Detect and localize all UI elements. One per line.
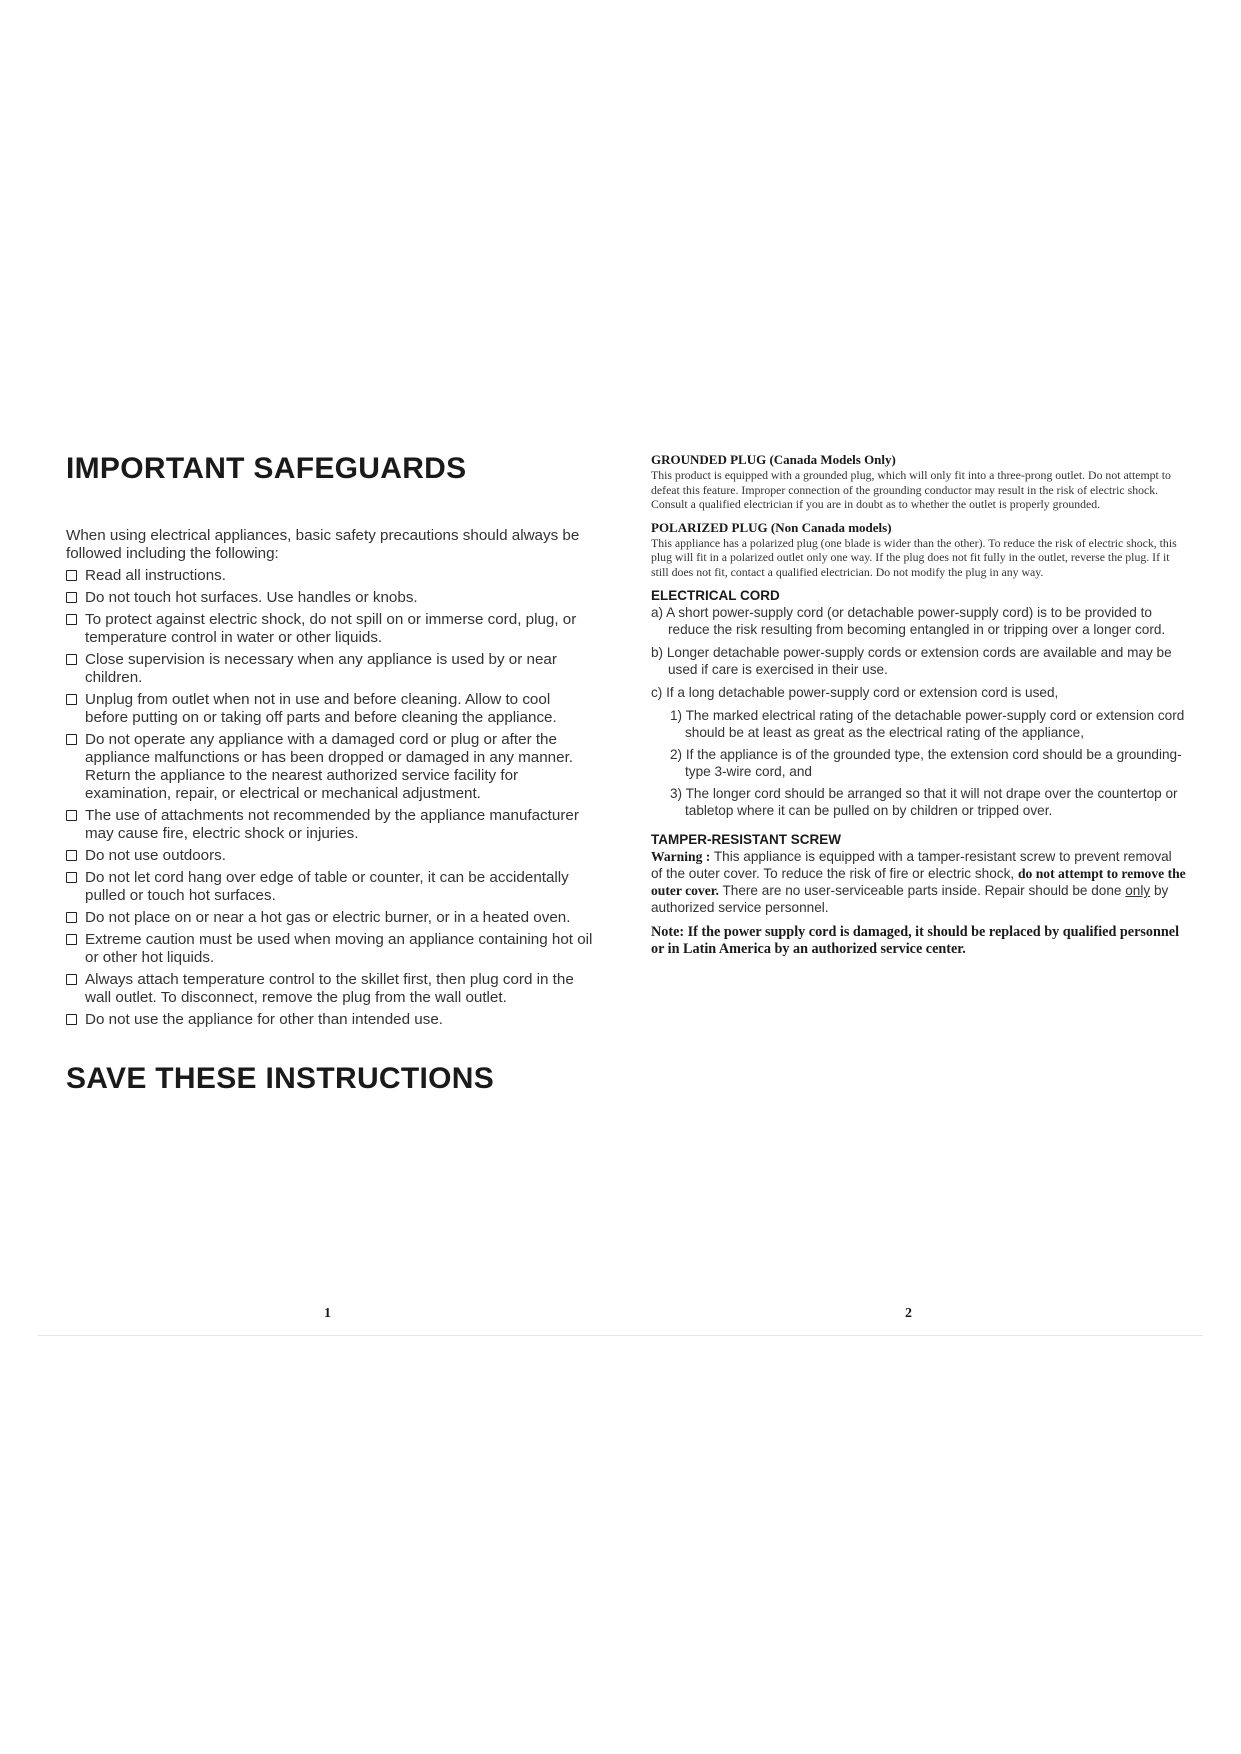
list-item [66, 869, 596, 905]
list-item [66, 807, 596, 843]
tamper-heading: TAMPER-RESISTANT SCREW [651, 832, 841, 847]
checkbox-icon [66, 872, 77, 883]
page-divider [38, 1335, 1203, 1336]
checkbox-icon [66, 694, 77, 705]
right-page [651, 452, 1186, 958]
list-item-text: Do not touch hot surfaces. Use handles or knobs. [85, 588, 418, 606]
tamper-text-part: There are no user-serviceable parts inside. Repair should be done [718, 883, 1126, 898]
tamper-bold-text: do not attempt to remove the outer cover. [651, 866, 1186, 898]
checkbox-icon [66, 1014, 77, 1025]
tamper-text [651, 848, 1186, 916]
polarized-plug-text: This appliance has a polarized plug (one blade is wider than the other). To reduce the risk of electric shock, this plug will fit in a polarized outlet only one way. If the plug does not fit fully in the outlet, reverse the plug. If it still does not fit, contact a qualified electrician. Do not modify the plug in any way. [651, 535, 1177, 579]
grounded-plug-text: This product is equipped with a grounded plug, which will only fit into a three-prong outlet. Do not attempt to defeat this feature. Improper connection of the grounding conductor may result in the risk of electric shock. Consult a qualified electrician if you are in doubt as to whether the outlet is properly grounded. [651, 468, 1171, 511]
list-item-text: The use of attachments not recommended by the appliance manufacturer may cause fire, electric shock or injuries. [85, 806, 579, 842]
checkbox-icon [66, 614, 77, 625]
list-item-text: Extreme caution must be used when moving an appliance containing hot oil or other hot liquids. [85, 930, 593, 966]
tamper-section [651, 831, 1186, 916]
checkbox-icon [66, 850, 77, 861]
safeguards-list [66, 567, 596, 1029]
checkbox-icon [66, 934, 77, 945]
list-item-text: Do not let cord hang over edge of table or counter, it can be accidentally pulled or touch hot surfaces. [85, 868, 569, 904]
list-item-text: Do not operate any appliance with a damaged cord or plug or after the appliance malfunctions or has been dropped or damaged in any manner. Return the appliance to the nearest authorized service facility for examination, repair, or electrical or mechanical adjustment. [85, 730, 574, 802]
list-item-text: Close supervision is necessary when any appliance is used by or near children. [85, 650, 557, 686]
checkbox-icon [66, 912, 77, 923]
checkbox-icon [66, 592, 77, 603]
list-item [66, 909, 596, 927]
damaged-cord-note: Note: If the power supply cord is damaged, it should be replaced by qualified personnel or in Latin America by an authorized service center. [651, 924, 1180, 957]
intro-text: When using electrical appliances, basic safety precautions should always be followed including the following: [66, 526, 580, 562]
list-item [66, 589, 596, 607]
list-item [66, 1011, 596, 1029]
list-item-text: Do not use outdoors. [85, 846, 226, 864]
cord-item-c3: 3) The longer cord should be arranged so that it will not drape over the countertop or tabletop where it can be pulled on by children or tripped over. [670, 786, 1178, 818]
warning-label: Warning : [651, 849, 711, 864]
list-item [66, 847, 596, 865]
tamper-text-part: This appliance is equipped with a tamper-resistant screw to prevent removal of the outer cover. To reduce the risk of fire or electric shock, [651, 849, 1172, 881]
checkbox-icon [66, 570, 77, 581]
list-item [66, 731, 596, 803]
checkbox-icon [66, 974, 77, 985]
polarized-plug-heading: POLARIZED PLUG (Non Canada models) [651, 519, 892, 535]
list-item-text: Always attach temperature control to the skillet first, then plug cord in the wall outlet. To disconnect, remove the plug from the wall outlet. [85, 970, 574, 1006]
page-number-left: 1 [324, 1306, 331, 1321]
cord-item-a: a) A short power-supply cord (or detachable power-supply cord) is to be provided to reduce the risk resulting from becoming entangled in or tripping over a longer cord. [651, 605, 1166, 637]
list-item-text: Unplug from outlet when not in use and before cleaning. Allow to cool before putting on or taking off parts and before cleaning the appliance. [85, 690, 557, 726]
list-item [66, 691, 596, 727]
checkbox-icon [66, 734, 77, 745]
page-number-right: 2 [905, 1306, 912, 1321]
list-item [66, 611, 596, 647]
cord-item-c: c) If a long detachable power-supply cord or extension cord is used, [651, 685, 1059, 700]
list-item [66, 567, 596, 585]
page-title: IMPORTANT SAFEGUARDS [66, 452, 467, 485]
save-instructions-title: SAVE THESE INSTRUCTIONS [66, 1062, 495, 1095]
list-item [66, 931, 596, 967]
cord-item-b: b) Longer detachable power-supply cords or extension cords are available and may be used if care is exercised in their use. [651, 645, 1172, 677]
checkbox-icon [66, 810, 77, 821]
cord-item-c1: 1) The marked electrical rating of the detachable power-supply cord or extension cord should be at least as great as the electrical rating of the appliance, [670, 708, 1185, 740]
cord-item-c2: 2) If the appliance is of the grounded type, the extension cord should be a grounding-type 3-wire cord, and [670, 747, 1182, 779]
list-item [66, 651, 596, 687]
list-item-text: Do not use the appliance for other than intended use. [85, 1010, 444, 1028]
checkbox-icon [66, 654, 77, 665]
list-item-text: To protect against electric shock, do not spill on or immerse cord, plug, or temperature control in water or other liquids. [85, 610, 577, 646]
list-item [66, 971, 596, 1007]
grounded-plug-heading: GROUNDED PLUG (Canada Models Only) [651, 452, 896, 467]
electrical-cord-heading: ELECTRICAL CORD [651, 588, 780, 603]
list-item-text: Do not place on or near a hot gas or electric burner, or in a heated oven. [85, 908, 571, 926]
tamper-text-part: by authorized service personnel. [651, 883, 1169, 915]
left-page [66, 452, 596, 1033]
tamper-underlined-text: only [1125, 883, 1151, 898]
list-item-text: Read all instructions. [85, 566, 226, 584]
